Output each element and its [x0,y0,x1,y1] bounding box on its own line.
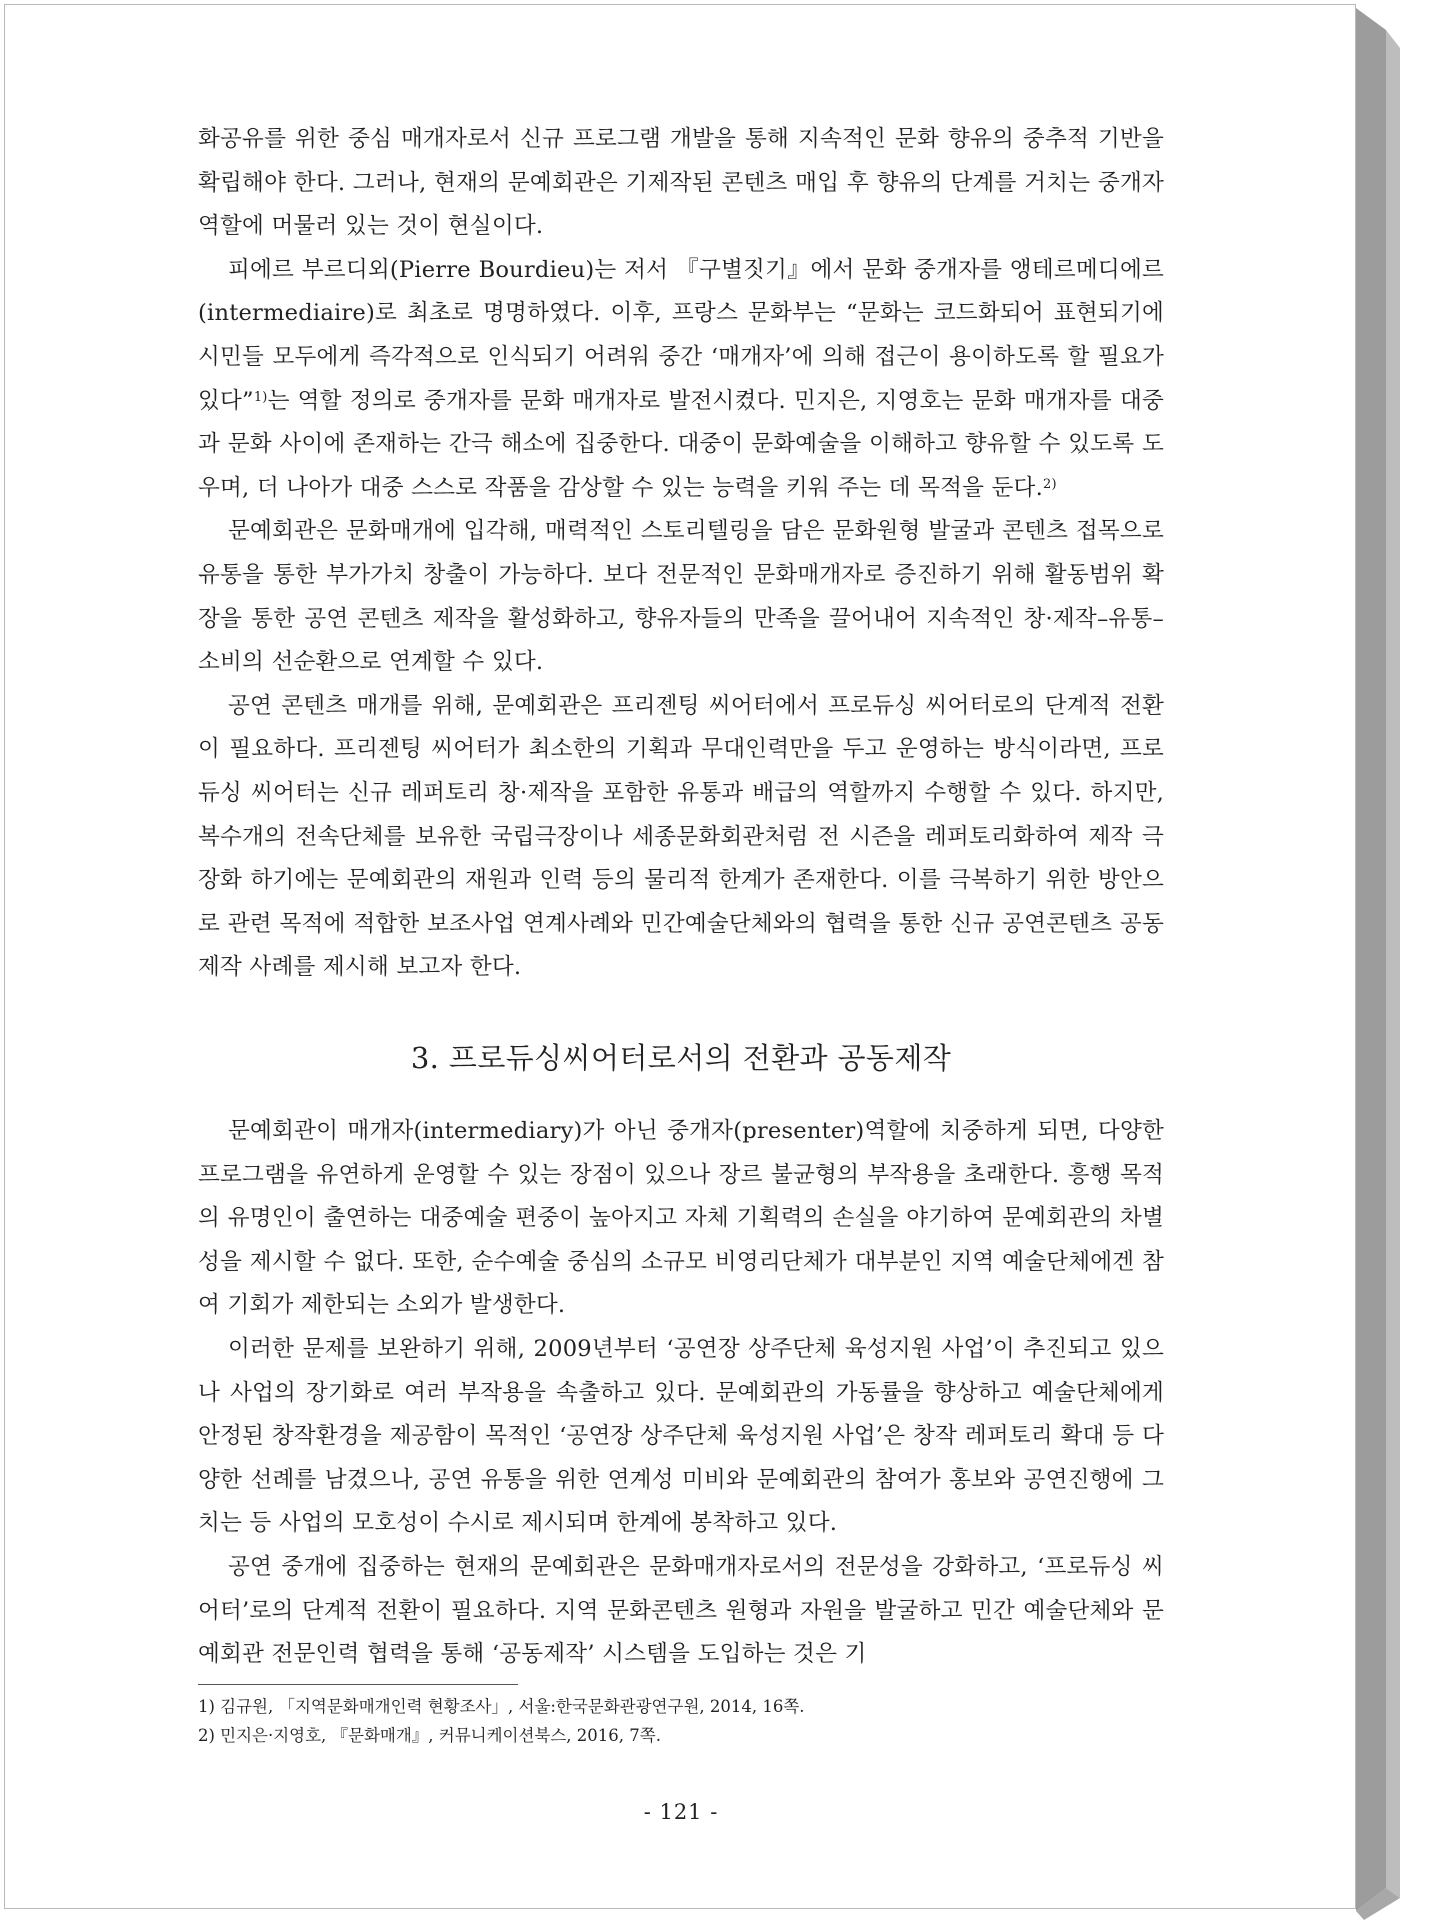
paragraph-bourdieu-text-a: 피에르 부르디외(Pierre Bourdieu)는 저서 『구별짓기』에서 문화 중개자를 앵테르메디에르(intermediaire)로 최초로 명명하였다. 이후, 프랑스 문화부는 “문화는 코드화되어 표현되기에 시민들 모두에게 즉각적으로 인식되기 어려워 중간 ‘매개자’에 의해 접근이 용이하도록 할 필요가 있다” [198,256,1164,414]
page-number: - 121 - [643,1800,719,1824]
section-heading: 3. 프로듀싱씨어터로서의 전환과 공동제작 [410,1041,952,1075]
paragraph-bourdieu [198,249,1164,511]
paragraph-mediation: 문예회관은 문화매개에 입각해, 매력적인 스토리텔링을 담은 문화원형 발굴과 콘텐츠 접목으로 유통을 통한 부가가치 창출이 가능하다. 보다 전문적인 문화매개자로 증진하기 위해 활동범위 확장을 통한 공연 콘텐츠 제작을 활성화하고, 향유자들의 만족을 끌어내어 지속적인 창·제작–유통–소비의 선순환으로 연계할 수 있다. [198,518,1164,676]
paragraph-continuation: 화공유를 위한 중심 매개자로서 신규 프로그램 개발을 통해 지속적인 문화 향유의 중추적 기반을 확립해야 한다. 그러나, 현재의 문예회관은 기제작된 콘텐츠 매입 후 향유의 단계를 거치는 중개자 역할에 머물러 있는 것이 현실이다. [198,126,1164,240]
paragraph-producing-theater: 공연 콘텐츠 매개를 위해, 문예회관은 프리젠팅 씨어터에서 프로듀싱 씨어터로의 단계적 전환이 필요하다. 프리젠팅 씨어터가 최소한의 기획과 무대인력만을 두고 운영하는 방식이라면, 프로듀싱 씨어터는 신규 레퍼토리 창·제작을 포함한 유통과 배급의 역할까지 수행할 수 있다. 하지만, 복수개의 전속단체를 보유한 국립극장이나 세종문화회관처럼 전 시즌을 레퍼토리화하여 제작 극장화 하기에는 문예회관의 재원과 인력 등의 물리적 한계가 존재한다. 이를 극복하기 위한 방안으로 관련 목적에 적합한 보조사업 연계사례와 민간예술단체와의 협력을 통한 신규 공연콘텐츠 공동제작 사례를 제시해 보고자 한다. [198,692,1164,981]
footnote-divider [198,1684,518,1685]
body-section-1 [198,118,1164,990]
page-stack-shadow-graphic [1356,8,1436,1923]
paragraph-coproduction: 공연 중개에 집중하는 현재의 문예회관은 문화매개자로서의 전문성을 강화하고, ‘프로듀싱 씨어터’로의 단계적 전환이 필요하다. 지역 문화콘텐츠 원형과 자원을 발굴하고 민간 예술단체와 문예회관 전문인력 협력을 통해 ‘공동제작’ 시스템을 도입하는 것은 기 [198,1553,1164,1668]
paragraph-resident-groups: 이러한 문제를 보완하기 위해, 2009년부터 ‘공연장 상주단체 육성지원 사업’이 추진되고 있으나 사업의 장기화로 여러 부작용을 속출하고 있다. 문예회관의 가동률을 향상하고 예술단체에게 안정된 창작환경을 제공함이 목적인 ‘공연장 상주단체 육성지원 사업’은 창작 레퍼토리 확대 등 다양한 선례를 남겼으나, 공연 유통을 위한 연계성 미비와 문예회관의 참여가 홍보와 공연진행에 그치는 등 사업의 모호성이 수시로 제시되며 한계에 봉착하고 있다. [198,1335,1164,1537]
footnote-ref-2: 2) [1042,476,1057,492]
footnotes [198,1692,1164,1750]
paragraph-intermediary: 문예회관이 매개자(intermediary)가 아닌 중개자(presenter)역할에 치중하게 되면, 다양한 프로그램을 유연하게 운영할 수 있는 장점이 있으나 장르 불균형의 부작용을 초래한다. 흥행 목적의 유명인이 출연하는 대중예술 편중이 높아지고 자체 기획력의 손실을 야기하여 문예회관의 차별성을 제시할 수 없다. 또한, 순수예술 중심의 소규모 비영리단체가 대부분인 지역 예술단체에겐 참여 기회가 제한되는 소외가 발생한다. [198,1118,1164,1319]
paragraph-bourdieu-text-b: 는 역할 정의로 중개자를 문화 매개자로 발전시켰다. 민지은, 지영호는 문화 매개자를 대중과 문화 사이에 존재하는 간극 해소에 집중한다. 대중이 문화예술을 이해하고 향유할 수 있도록 도우며, 더 나아가 대중 스스로 작품을 감상할 수 있는 능력을 키워 주는 데 목적을 둔다. [198,387,1164,501]
footnote-1: 1) 김규원, 「지역문화매개인력 현황조사」, 서울:한국문화관광연구원, 2014, 16쪽. [198,1697,805,1716]
body-section-2 [198,1110,1164,1677]
footnote-ref-1: 1) [253,389,268,405]
footnote-2: 2) 민지은·지영호, 『문화매개』, 커뮤니케이션북스, 2016, 7쪽. [198,1726,661,1745]
